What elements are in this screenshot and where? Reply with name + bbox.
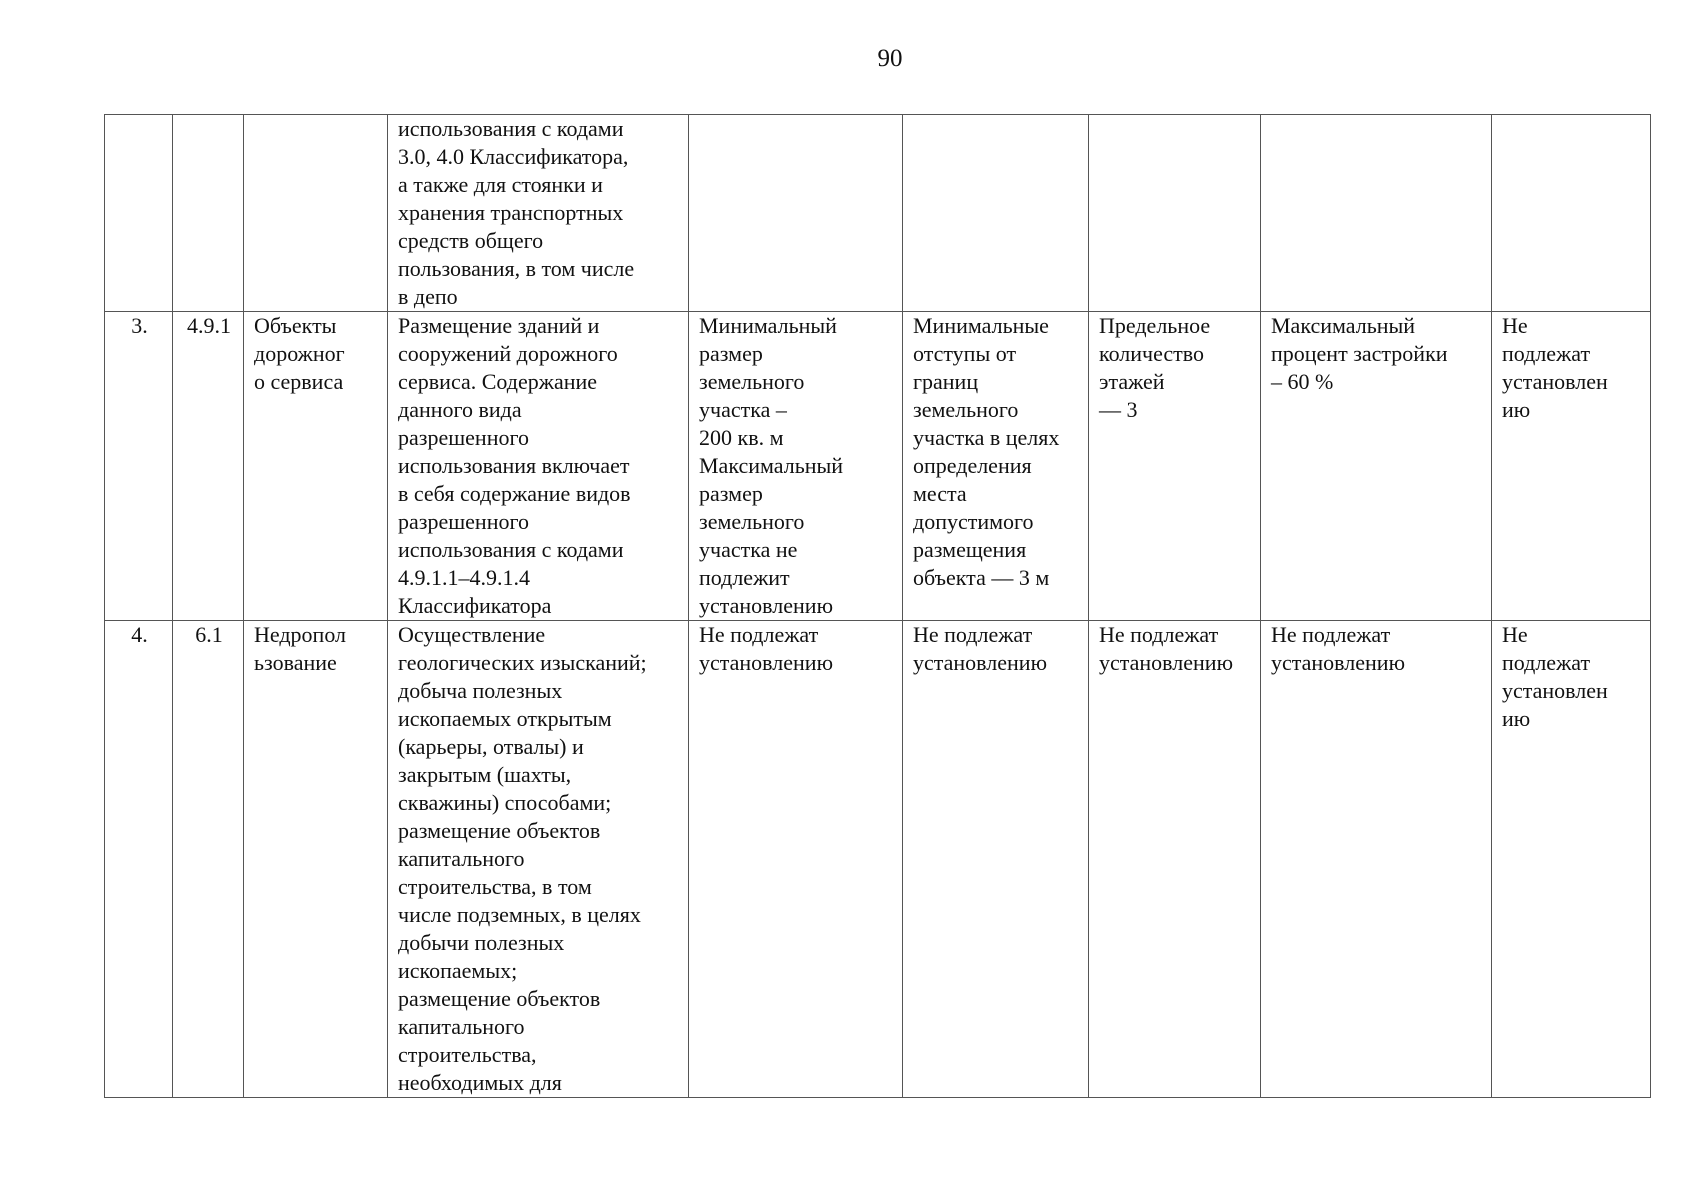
setbacks-cell: Не подлежат установлению xyxy=(903,621,1089,1098)
coverage-cell: Максимальный процент застройки – 60 % xyxy=(1261,312,1492,621)
plot-size-cell xyxy=(689,115,903,312)
page-number: 90 xyxy=(877,45,903,72)
use-name-cell: Объекты дорожног о сервиса xyxy=(244,312,388,621)
setbacks-cell: Минимальные отступы от границ земельного участка в целях определения места допустимого размещения объекта — 3 м xyxy=(903,312,1089,621)
table-row-continuation xyxy=(105,115,1651,312)
floors-cell xyxy=(1089,115,1261,312)
other-params-cell: Не подлежат установлен ию xyxy=(1492,621,1651,1098)
use-name-cell xyxy=(244,115,388,312)
plot-size-cell: Не подлежат установлению xyxy=(689,621,903,1098)
use-description-cell: Осуществление геологических изысканий; добыча полезных ископаемых открытым (карьеры, отвалы) и закрытым (шахты, скважины) способами; размещение объектов капитального строительства, в том числе подземных, в целях добычи полезных ископаемых; размещение объектов капитального строительства, необходимых для xyxy=(388,621,689,1098)
row-number-cell: 4. xyxy=(105,621,173,1098)
plot-size-cell: Минимальный размер земельного участка – 200 кв. м Максимальный размер земельного участка не подлежит установлению xyxy=(689,312,903,621)
other-params-cell: Не подлежат установлен ию xyxy=(1492,312,1651,621)
table-row-4 xyxy=(105,621,1651,1098)
coverage-cell xyxy=(1261,115,1492,312)
table-row-3 xyxy=(105,312,1651,621)
other-params-cell xyxy=(1492,115,1651,312)
row-number-cell xyxy=(105,115,173,312)
code-cell xyxy=(173,115,244,312)
use-name-cell: Недропол ьзование xyxy=(244,621,388,1098)
use-description-cell: Размещение зданий и сооружений дорожного сервиса. Содержание данного вида разрешенного использования включает в себя содержание видов разрешенного использования с кодами 4.9.1.1–4.9.1.4 Классификатора xyxy=(388,312,689,621)
use-description-cell: использования с кодами 3.0, 4.0 Классификатора, а также для стоянки и хранения транспортных средств общего пользования, в том числе в депо xyxy=(388,115,689,312)
setbacks-cell xyxy=(903,115,1089,312)
floors-cell: Предельное количество этажей — 3 xyxy=(1089,312,1261,621)
coverage-cell: Не подлежат установлению xyxy=(1261,621,1492,1098)
land-use-table xyxy=(104,114,1651,1098)
code-cell: 4.9.1 xyxy=(173,312,244,621)
row-number-cell: 3. xyxy=(105,312,173,621)
code-cell: 6.1 xyxy=(173,621,244,1098)
floors-cell: Не подлежат установлению xyxy=(1089,621,1261,1098)
